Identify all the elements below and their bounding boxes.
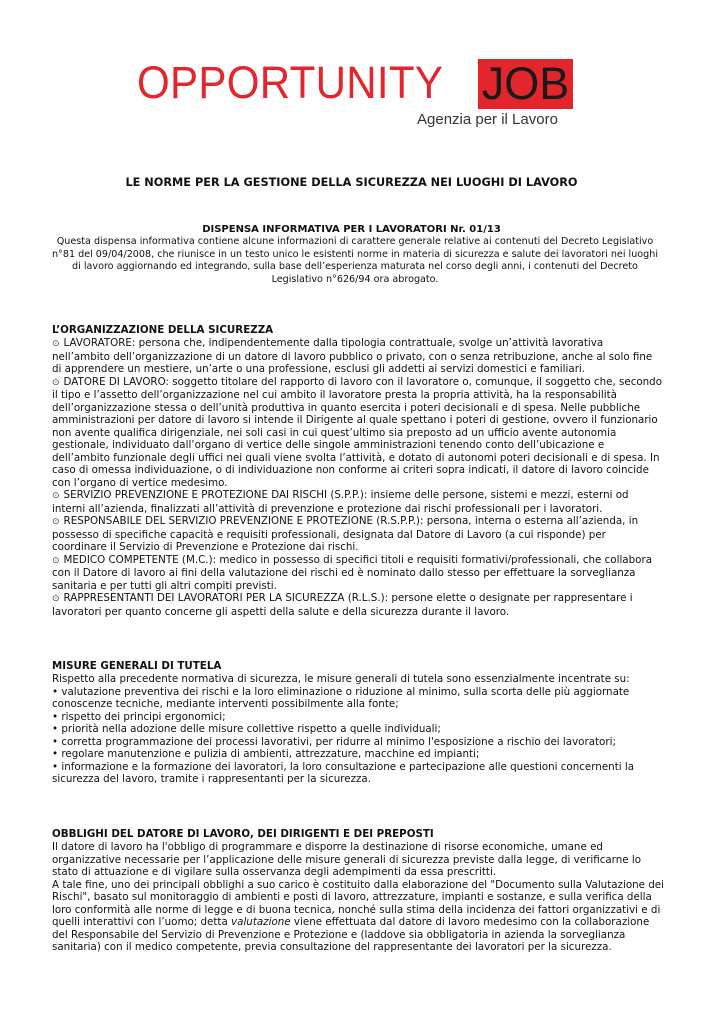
item-text: SERVIZIO PREVENZIONE E PROTEZIONE DAI RISCHI (S.P.P.): insieme delle persone, sistemi e mezzi, esterni od interni all’azienda, finalizzati all’attività di prevenzione e protezione dai rischi professionali per i lavoratori. <box>52 489 629 515</box>
section-organizzazione <box>52 324 664 618</box>
bullet-icon: ⊙ <box>52 594 60 604</box>
bullet-icon: ⊙ <box>52 517 60 527</box>
section-intro: Rispetto alla precedente normativa di sicurezza, le misure generali di tutela sono essenzialmente incentrate su: <box>52 673 630 685</box>
item-text: MEDICO COMPETENTE (M.C.): medico in possesso di specifici titoli e requisiti formativi/professionali, che collabora con il Datore di lavoro ai fini della valutazione dei rischi ed è nominato dallo stesso per effettuare la sorveglianza sanitaria e per tutti gli altri compiti previsti. <box>52 553 652 592</box>
list-item: • valutazione preventiva dei rischi e la loro eliminazione o riduzione al minimo, sulla scorta delle più aggiornate conoscenze tecniche, mediante interventi possibilmente alla fonte; <box>52 685 630 710</box>
list-item: • priorità nella adozione delle misure collettive rispetto a quelle individuali; <box>52 723 441 735</box>
item-text: LAVORATORE: persona che, indipendentemente dalla tipologia contrattuale, svolge un’attività lavorativa nell’ambito dell’organizzazione di un datore di lavoro pubblico o privato, con o senza retribuzione, anche al solo fine di apprendere un mestiere, un’arte o una professione, esclusi gli addetti ai servizi domestici e familiari. <box>52 337 653 375</box>
logo-tagline: Agenzia per il Lavoro <box>417 111 558 128</box>
bullet-icon: ⊙ <box>52 339 60 349</box>
logo-accent-box: JOB <box>478 59 573 109</box>
logo-wordmark: OPPORTUNITY <box>137 57 444 108</box>
list-item: • corretta programmazione dei processi lavorativi, per ridurre al minimo l'esposizione a rischio dei lavoratori; <box>52 735 616 748</box>
list-item: • rispetto dei principi ergonomici; <box>52 710 226 723</box>
list-item <box>52 515 664 554</box>
company-logo <box>137 58 577 134</box>
document-title: LE NORME PER LA GESTIONE DELLA SICUREZZA NEI LUOGHI DI LAVORO <box>125 176 578 189</box>
bullet-icon: ⊙ <box>52 491 60 501</box>
list-item <box>52 592 664 618</box>
emphasis-text: valutazione <box>231 916 291 928</box>
list-item: • informazione e la formazione dei lavoratori, la loro consultazione e partecipazione alle questioni concernenti la sicurezza del lavoro, tramite i rappresentanti per la sicurezza. <box>52 760 635 785</box>
paragraph-text: A tale fine, uno dei principali obblighi a suo carico è costituito dalla elaborazione del "Documento sulla Valutazione dei Rischi", basato sul monitoraggio di ambienti e posti di lavoro, attrezzature, impianti e sostanze, e sulla verifica della loro conformità alle norme di legge e di buona tecnica, nonché sulla stima della incidenza dei fattori organizzativi e di quelli interattivi con l’uomo; detta <box>52 878 664 928</box>
document-intro: Questa dispensa informativa contiene alcune informazioni di carattere generale relative ai contenuti del Decreto Legislativo n°81 del 09/04/2008, che riunisce in un testo unico le esistenti norme in materia di sicurezza e salute dei lavoratori nei luoghi di lavoro aggiornando ed integrando, sulla base dell’esperienza maturata nel corso degli anni, i contenuti del Decreto Legislativo n°626/94 ora abrogato. <box>51 236 659 285</box>
section-heading: OBBLIGHI DEL DATORE DI LAVORO, DEI DIRIGENTI E DEI PREPOSTI <box>52 828 434 840</box>
list-item <box>52 337 664 376</box>
item-text: RAPPRESENTANTI DEI LAVORATORI PER LA SICUREZZA (R.L.S.): persone elette o designate per rappresentare i lavoratori per quanto concerne gli aspetti della salute e della sicurezza durante il lavoro. <box>52 592 633 618</box>
section-heading: MISURE GENERALI DI TUTELA <box>52 660 222 672</box>
list-item <box>52 489 664 515</box>
item-text: DATORE DI LAVORO: soggetto titolare del rapporto di lavoro con il lavoratore o, comunque, il soggetto che, secondo il tipo e l’assetto dell’organizzazione nel cui ambito il lavoratore presta la propria attività, ha la responsabilità dell’organizzazione stessa o dell’unità produttiva in quanto esercita i poteri decisionali e di spesa. Nelle pubbliche amministrazioni per datore di lavoro si intende il Dirigente al quale spettano i poteri di gestione, ovvero il funzionario non avente qualifica dirigenziale, nei soli casi in cui quest’ultimo sia preposto ad un ufficio avente autonomia gestionale, individuato dall’organo di vertice delle singole amministrazioni tenendo conto dell’ubicazione e dell’ambito funzionale degli uffici nei quali viene svolta l’attività, e dotato di autonomi poteri decisionali e di spesa. In caso di omessa individuazione, o di individuazione non conforme ai criteri sopra indicati, il datore di lavoro coincide con l’organo di vertice medesimo. <box>52 375 663 489</box>
list-item <box>52 376 664 490</box>
section-obblighi <box>52 828 664 954</box>
document-subtitle: DISPENSA INFORMATIVA PER I LAVORATORI Nr. 01/13 <box>202 224 501 235</box>
bullet-icon: ⊙ <box>52 377 60 388</box>
paragraph: Il datore di lavoro ha l'obbligo di programmare e disporre la destinazione di risorse economiche, umane ed organizzative necessarie per l’applicazione delle misure generali di sicurezza previste dalla legge, di verificarne lo stato di attuazione e di vigilare sulla osservanza degli adempimenti da essa prescritti. <box>52 841 642 878</box>
section-heading: L’ORGANIZZAZIONE DELLA SICUREZZA <box>52 324 274 336</box>
list-item <box>52 554 664 593</box>
list-item: • regolare manutenzione e pulizia di ambienti, attrezzature, macchine ed impianti; <box>52 748 480 760</box>
paragraph-text: viene effettuata dal datore di lavoro medesimo con la collaborazione del Responsabile del Servizio di Prevenzione e Protezione e (laddove sia obbligatoria in azienda la sorveglianza sanitaria) con il medico competente, previa consultazione del rappresentante dei lavoratori per la sicurezza. <box>52 916 650 953</box>
bullet-icon: ⊙ <box>52 555 60 566</box>
item-text: RESPONSABILE DEL SERVIZIO PREVENZIONE E PROTEZIONE (R.S.P.P.): persona, interna o esterna all’azienda, in possesso di specifiche capacità e requisiti professionali, designata dal Datore di Lavoro (a cui risponde) per coordinare il Servizio di Prevenzione e Protezione dai rischi. <box>52 515 639 553</box>
section-misure <box>52 660 664 786</box>
paragraph <box>52 879 664 954</box>
